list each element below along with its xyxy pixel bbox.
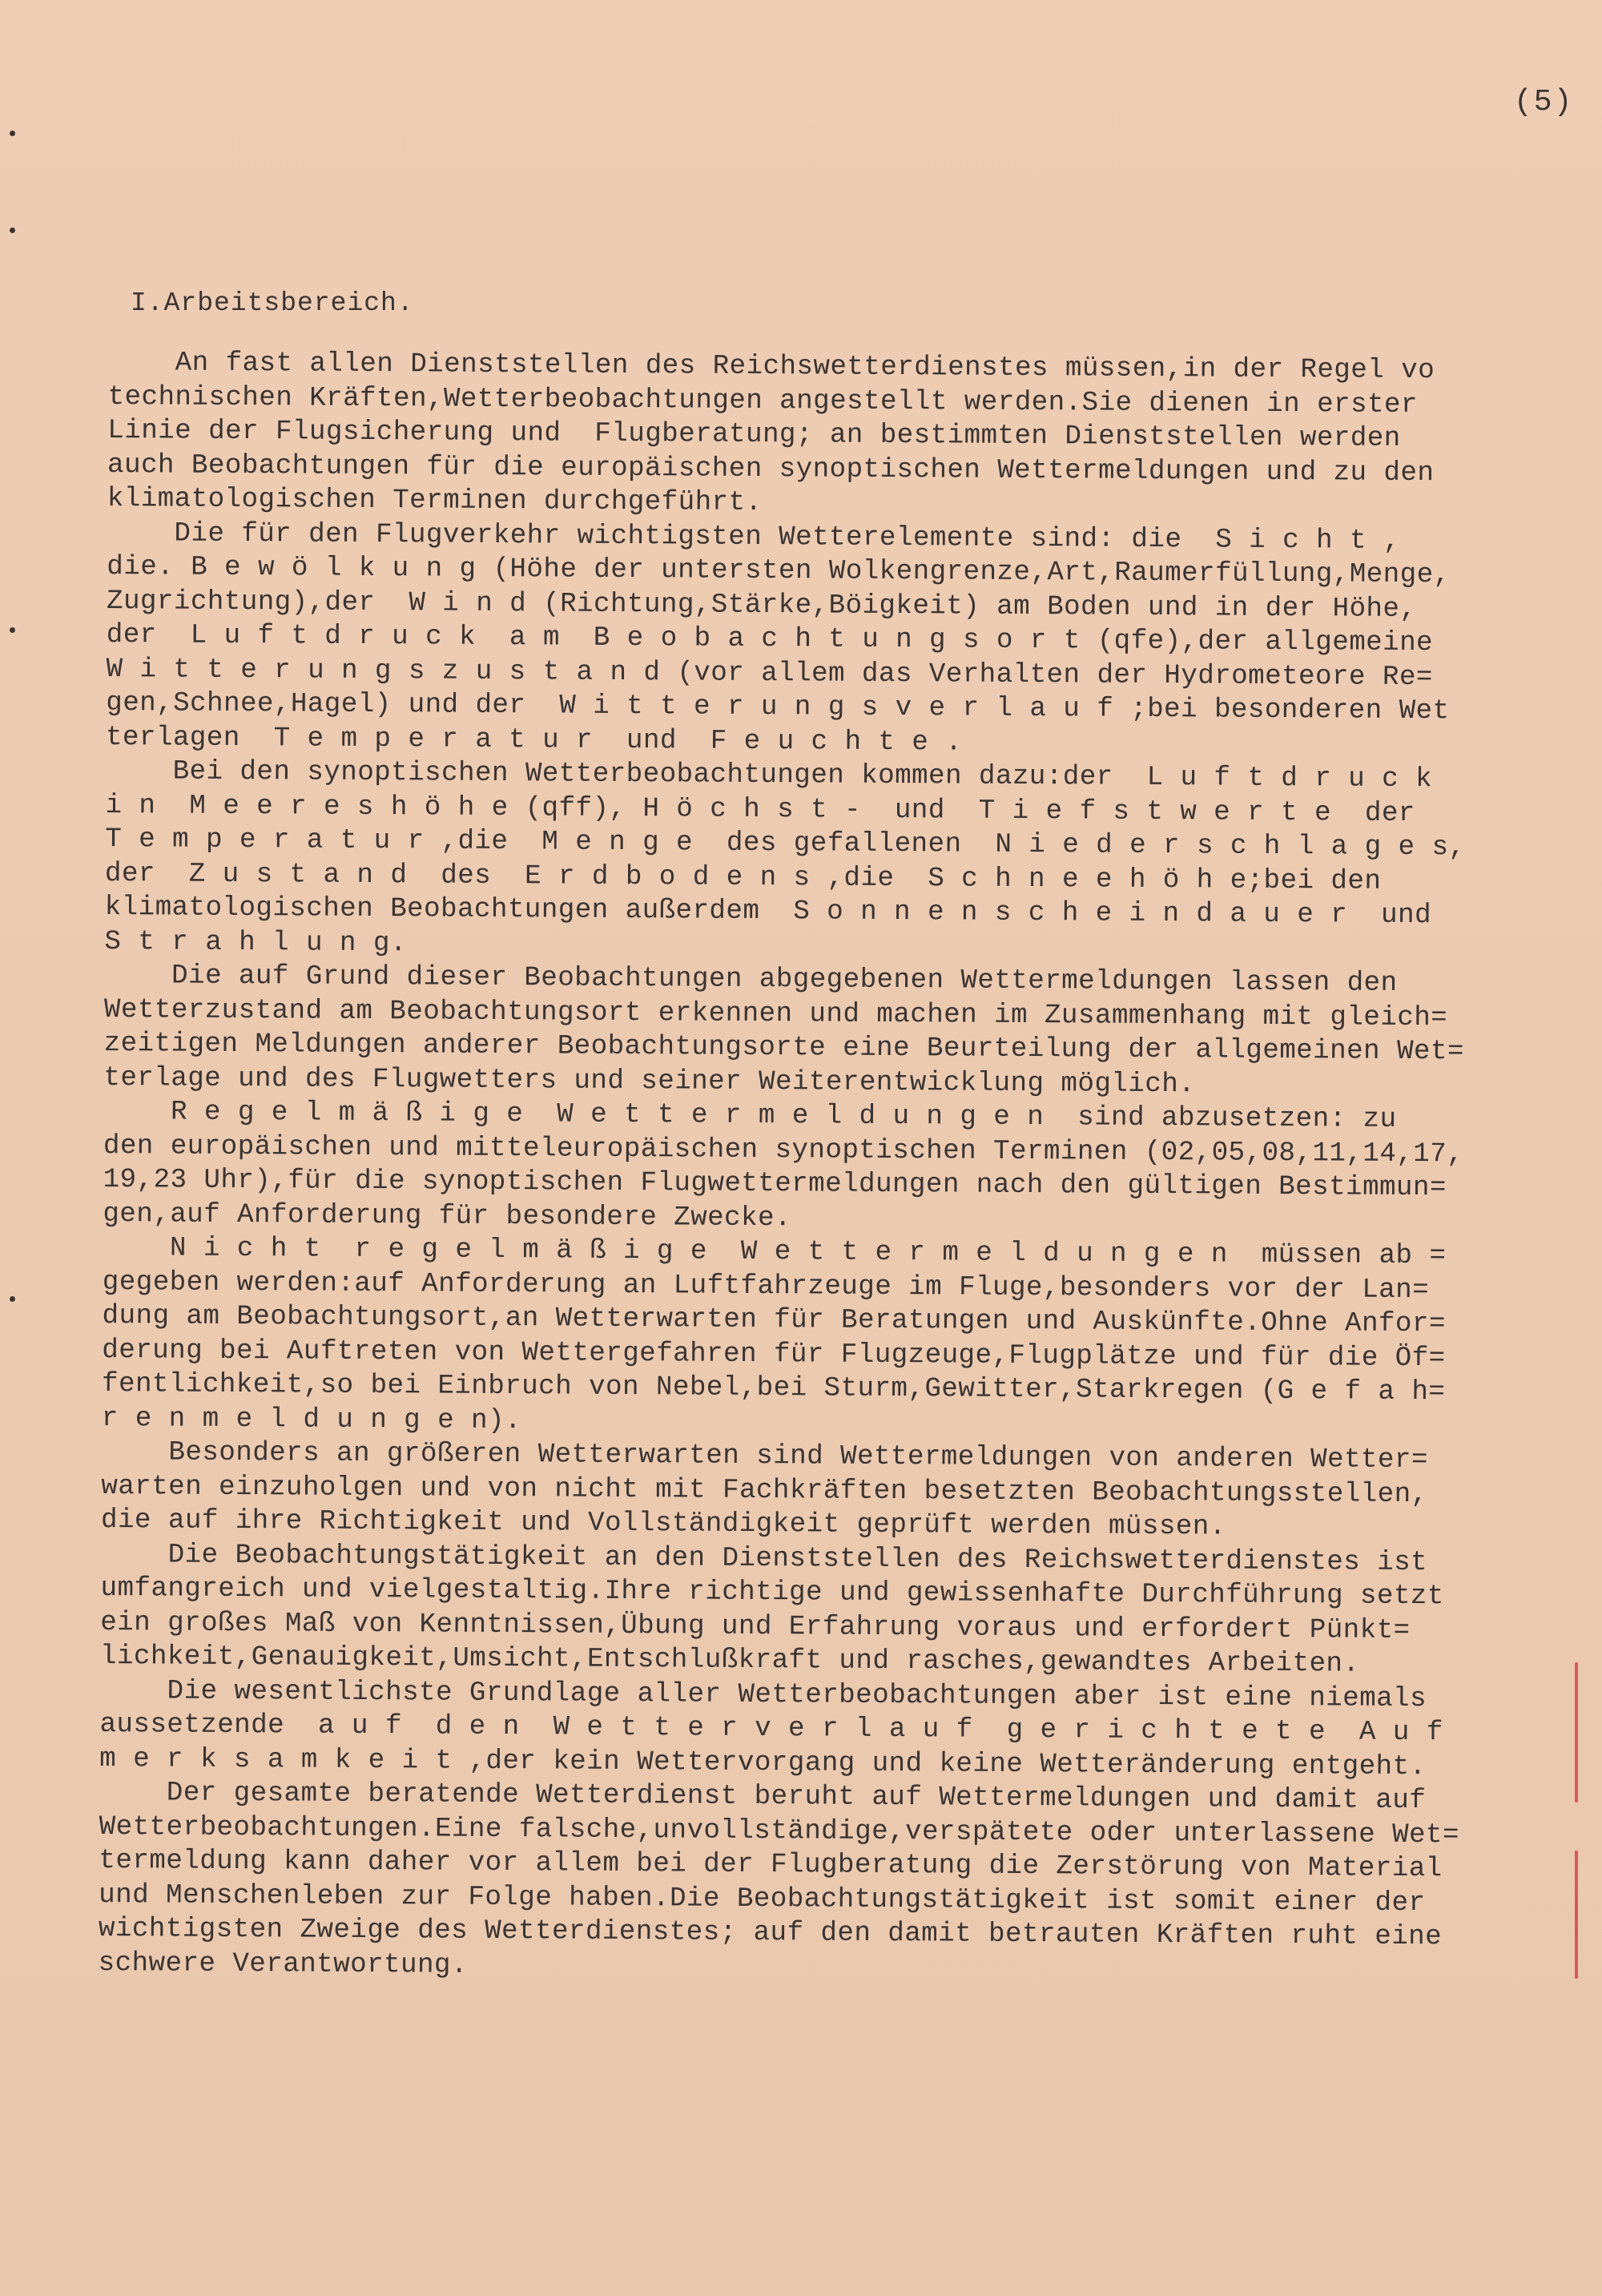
punch-mark-4 [10,1296,15,1302]
red-margin-mark-2 [1575,1851,1578,1979]
text-line: Die für den Flugverkehr wichtigsten Wetterelemente sind: die S i c h t , [107,518,1401,557]
text-line: termeldung kann daher vor allem bei der Flugberatung die Zerstörung von Material [99,1845,1443,1885]
text-line: gen,auf Anforderung für besondere Zwecke. [103,1198,792,1234]
text-line: warten einzuholgen und von nicht mit Fachkräften besetzten Beobachtungsstellen, [101,1471,1428,1510]
text-line: Die wesentlichste Grundlage aller Wetterbeobachtungen aber ist eine niemals [99,1675,1427,1714]
text-line: klimatologischen Terminen durchgeführt. [107,483,763,518]
text-line: Die auf Grund dieser Beobachtungen abgegebenen Wettermeldungen lassen den [104,960,1398,999]
punch-mark-3 [10,627,15,633]
red-margin-mark-1 [1575,1662,1578,1803]
text-line: T e m p e r a t u r ,die M e n g e des gefallenen N i e d e r s c h l a g e s, [105,824,1466,864]
text-line: terlage und des Flugwetters und seiner Weiterentwicklung möglich. [103,1062,1196,1100]
text-line: m e r k s a m k e i t ,der kein Wettervorgang und keine Wetteränderung entgeht. [99,1743,1427,1782]
text-line: 19,23 Uhr),für die synoptischen Flugwettermeldungen nach den gültigen Bestimmun= [103,1164,1447,1204]
text-line: i n M e e r e s h ö h e (qff), H ö c h s t - und T i e f s t w e r t e der [105,790,1415,829]
text-line: gegeben werden:auf Anforderung an Luftfahrzeuge im Fluge,besonders vor der Lan= [102,1267,1430,1306]
text-line: der L u f t d r u c k a m B e o b a c h t u n g s o r t (qfe),der allgemeine [106,619,1434,659]
text-line: Bei den synoptischen Wetterbeobachtungen kommen dazu:der L u f t d r u c k [105,755,1433,796]
text-line: Linie der Flugsicherung und Flugberatung; an bestimmten Dienststellen werden [107,415,1401,454]
punch-mark-2 [10,228,15,233]
text-line: lichkeit,Genauigkeit,Umsicht,Entschlußkraft und rasches,gewandtes Arbeiten. [99,1641,1360,1680]
body-text [99,346,1594,1989]
text-line: wichtigsten Zweige des Wetterdienstes; auf den damit betrauten Kräften ruht eine [98,1913,1443,1953]
section-heading: I.Arbeitsbereich. [131,288,414,318]
text-line: den europäischen und mitteleuropäischen synoptischen Terminen (02,05,08,11,14,17, [103,1130,1464,1170]
text-line: gen,Schnee,Hagel) und der W i t t e r u n g s v e r l a u f ;bei besonderen Wet [106,687,1450,727]
text-line: Wetterzustand am Beobachtungsort erkennen und machen im Zusammenhang mit gleich= [103,994,1448,1033]
text-line: klimatologischen Beobachtungen außerdem S o n n e n s c h e i n d a u e r und [104,892,1432,932]
text-line: R e g e l m ä ß i g e W e t t e r m e l d u n g e n sind abzusetzen: zu [103,1096,1397,1135]
text-line: Zugrichtung),der W i n d (Richtung,Stärke,Böigkeit) am Boden und in der Höhe, [106,586,1417,625]
text-line: N i c h t r e g e l m ä ß i g e W e t t e r m e l d u n g e n müssen ab = [103,1232,1447,1272]
text-line: Wetterbeobachtungen.Eine falsche,unvollständige,verspätete oder unterlassene Wet= [99,1811,1460,1851]
text-line: Besonders an größeren Wetterwarten sind Wettermeldungen von anderen Wetter= [101,1436,1428,1476]
text-line: An fast allen Dienststellen des Reichswetterdienstes müssen,in der Regel vo [107,347,1435,387]
text-line: dung am Beobachtungsort,an Wetterwarten für Beratungen und Auskünfte.Ohne Anfor= [102,1300,1446,1340]
text-line: auch Beobachtungen für die europäischen synoptischen Wettermeldungen und zu den [107,449,1435,489]
text-line: aussetzende a u f d e n W e t t e r v e r l a u f g e r i c h t e t e A u f [99,1709,1443,1749]
text-line: zeitigen Meldungen anderer Beobachtungsorte eine Beurteilung der allgemeinen Wet= [103,1028,1464,1068]
text-line: terlagen T e m p e r a t u r und F e u c h t e . [105,722,963,759]
text-line: S t r a h l u n g. [104,926,407,959]
text-line: schwere Verantwortung. [98,1948,469,1981]
text-line: fentlichkeit,so bei Einbruch von Nebel,bei Sturm,Gewitter,Starkregen (G e f a h= [101,1368,1446,1408]
text-line: Der gesamte beratende Wetterdienst beruht auf Wettermeldungen und damit auf [99,1777,1427,1817]
text-line: W i t t e r u n g s z u s t a n d (vor allem das Verhalten der Hydrometeore Re= [106,654,1433,693]
text-line: der Z u s t a n d des E r d b o d e n s ,die S c h n e e h ö h e;bei den [104,858,1382,897]
page-number: (5) [1514,85,1574,119]
text-line: Die Beobachtungstätigkeit an den Dienststellen des Reichswetterdienstes ist [100,1539,1428,1578]
text-line: technischen Kräften,Wetterbeobachtungen angestellt werden.Sie dienen in erster [107,381,1419,421]
text-line: derung bei Auftreten von Wettergefahren für Flugzeuge,Flugplätze und für die Öf= [102,1335,1446,1374]
text-line: ein großes Maß von Kenntnissen,Übung und Erfahrung voraus und erfordert Pünkt= [100,1607,1411,1646]
text-line: und Menschenleben zur Folge haben.Die Beobachtungstätigkeit ist somit einer der [99,1879,1426,1919]
text-line: umfangreich und vielgestaltig.Ihre richtige und gewissenhafte Durchführung setzt [100,1573,1444,1613]
text-line: die. B e w ö l k u n g (Höhe der untersten Wolkengrenze,Art,Raumerfüllung,Menge, [107,551,1451,591]
text-line: r e n m e l d u n g e n). [101,1403,522,1436]
text-line: die auf ihre Richtigkeit und Vollständigkeit geprüft werden müssen. [100,1504,1226,1543]
punch-mark-1 [10,131,15,136]
